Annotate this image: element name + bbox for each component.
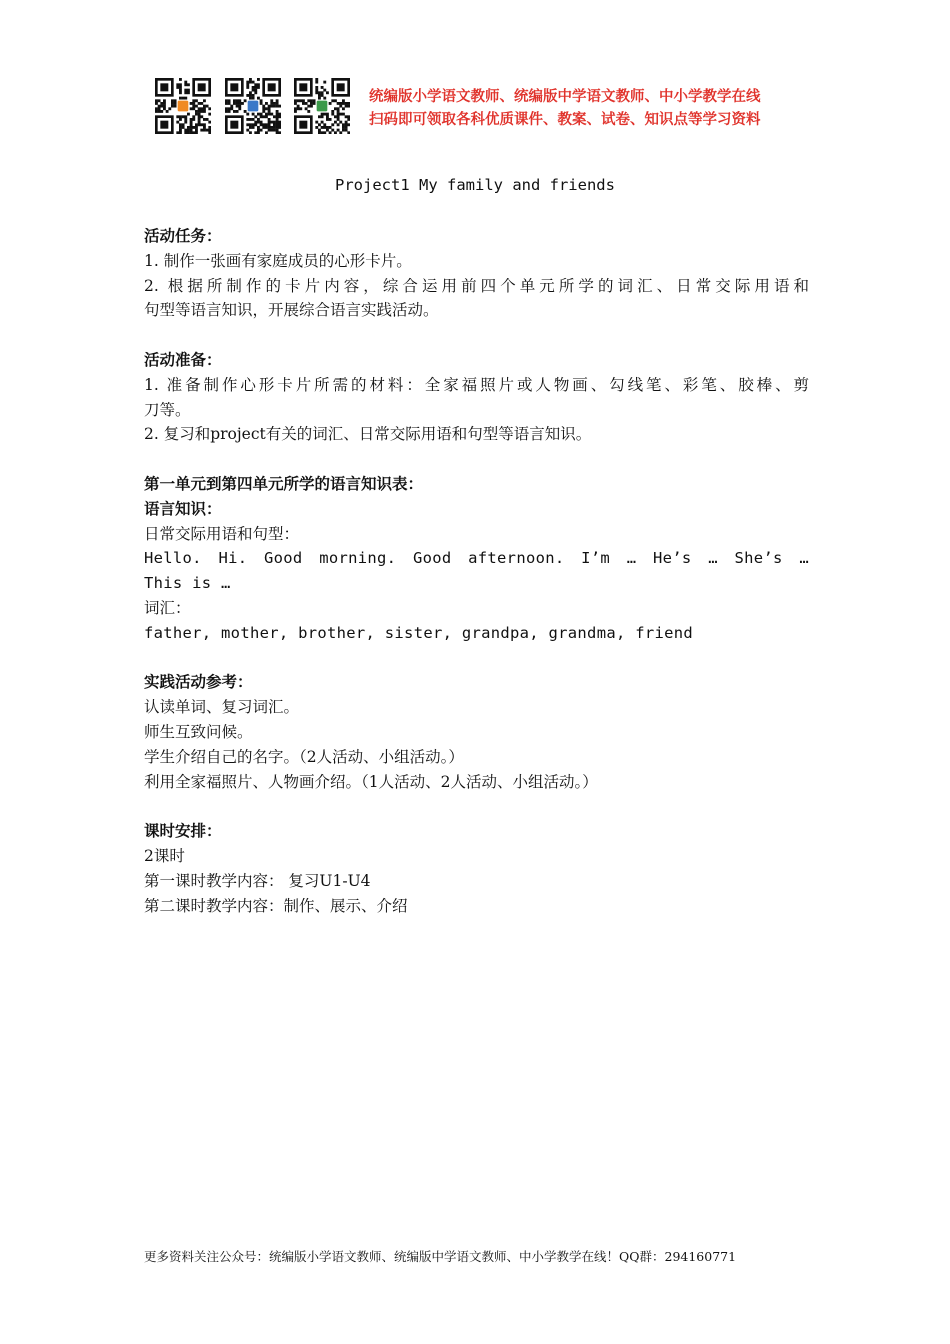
schedule-line-3: 第二课时教学内容：制作、展示、介绍 bbox=[144, 896, 408, 915]
practice-line-1: 认读单词、复习词汇。 bbox=[144, 698, 300, 717]
prep-item-1-line-1: 1. 准备制作心形卡片所需的材料：全家福照片或人物画、勾线笔、彩笔、胶棒、剪 bbox=[144, 375, 809, 394]
task-item-2-line-1: 2. 根据所制作的卡片内容，综合运用前四个单元所学的词汇、日常交际用语和 bbox=[144, 276, 809, 295]
qr-code-1 bbox=[155, 78, 211, 134]
promo-header bbox=[155, 78, 815, 138]
qr-code-2 bbox=[225, 78, 281, 134]
task-heading: 活动任务： bbox=[144, 227, 222, 245]
schedule-heading: 课时安排： bbox=[144, 822, 222, 841]
vocab-list: father, mother, brother, sister, grandpa, grandma, friend bbox=[144, 623, 694, 642]
practice-line-2: 师生互致问候。 bbox=[144, 722, 253, 741]
vocab-label: 词汇： bbox=[144, 598, 191, 617]
expressions-line-1: Hello. Hi. Good morning. Good afternoon. I’m … He’s … She’s … bbox=[144, 549, 809, 568]
practice-line-4: 利用全家福照片、人物画介绍。（1人活动、2人活动、小组活动。） bbox=[144, 772, 598, 791]
expressions-label: 日常交际用语和句型： bbox=[144, 524, 300, 543]
promo-line-1: 统编版小学语文教师、统编版中学语文教师、中小学教学在线 bbox=[369, 89, 761, 105]
promo-text bbox=[369, 86, 761, 132]
schedule-line-2: 第一课时教学内容： 复习U1-U4 bbox=[144, 871, 371, 890]
practice-line-3: 学生介绍自己的名字。（2人活动、小组活动。） bbox=[144, 747, 464, 766]
schedule-line-1: 2课时 bbox=[144, 846, 185, 865]
page-footer: 更多资料关注公众号：统编版小学语文教师、统编版中学语文教师、中小学教学在线！QQ群：294160771 bbox=[144, 1249, 737, 1264]
qr-code-3 bbox=[294, 78, 350, 134]
prep-item-1-line-2: 刀等。 bbox=[144, 400, 191, 419]
promo-line-2: 扫码即可领取各科优质课件、教案、试卷、知识点等学习资料 bbox=[369, 112, 761, 128]
document-title: Project1 My family and friends bbox=[335, 176, 615, 194]
expressions-line-2: This is … bbox=[144, 574, 231, 593]
prep-item-2: 2. 复习和project有关的词汇、日常交际用语和句型等语言知识。 bbox=[144, 425, 592, 444]
task-item-2-line-2: 句型等语言知识，开展综合语言实践活动。 bbox=[144, 301, 439, 320]
practice-heading: 实践活动参考： bbox=[144, 673, 253, 692]
knowledge-subheading: 语言知识： bbox=[144, 499, 222, 518]
knowledge-heading: 第一单元到第四单元所学的语言知识表： bbox=[144, 474, 424, 493]
task-item-1: 1. 制作一张画有家庭成员的心形卡片。 bbox=[144, 251, 412, 270]
document-body bbox=[144, 224, 809, 918]
prep-heading: 活动准备： bbox=[144, 350, 222, 369]
